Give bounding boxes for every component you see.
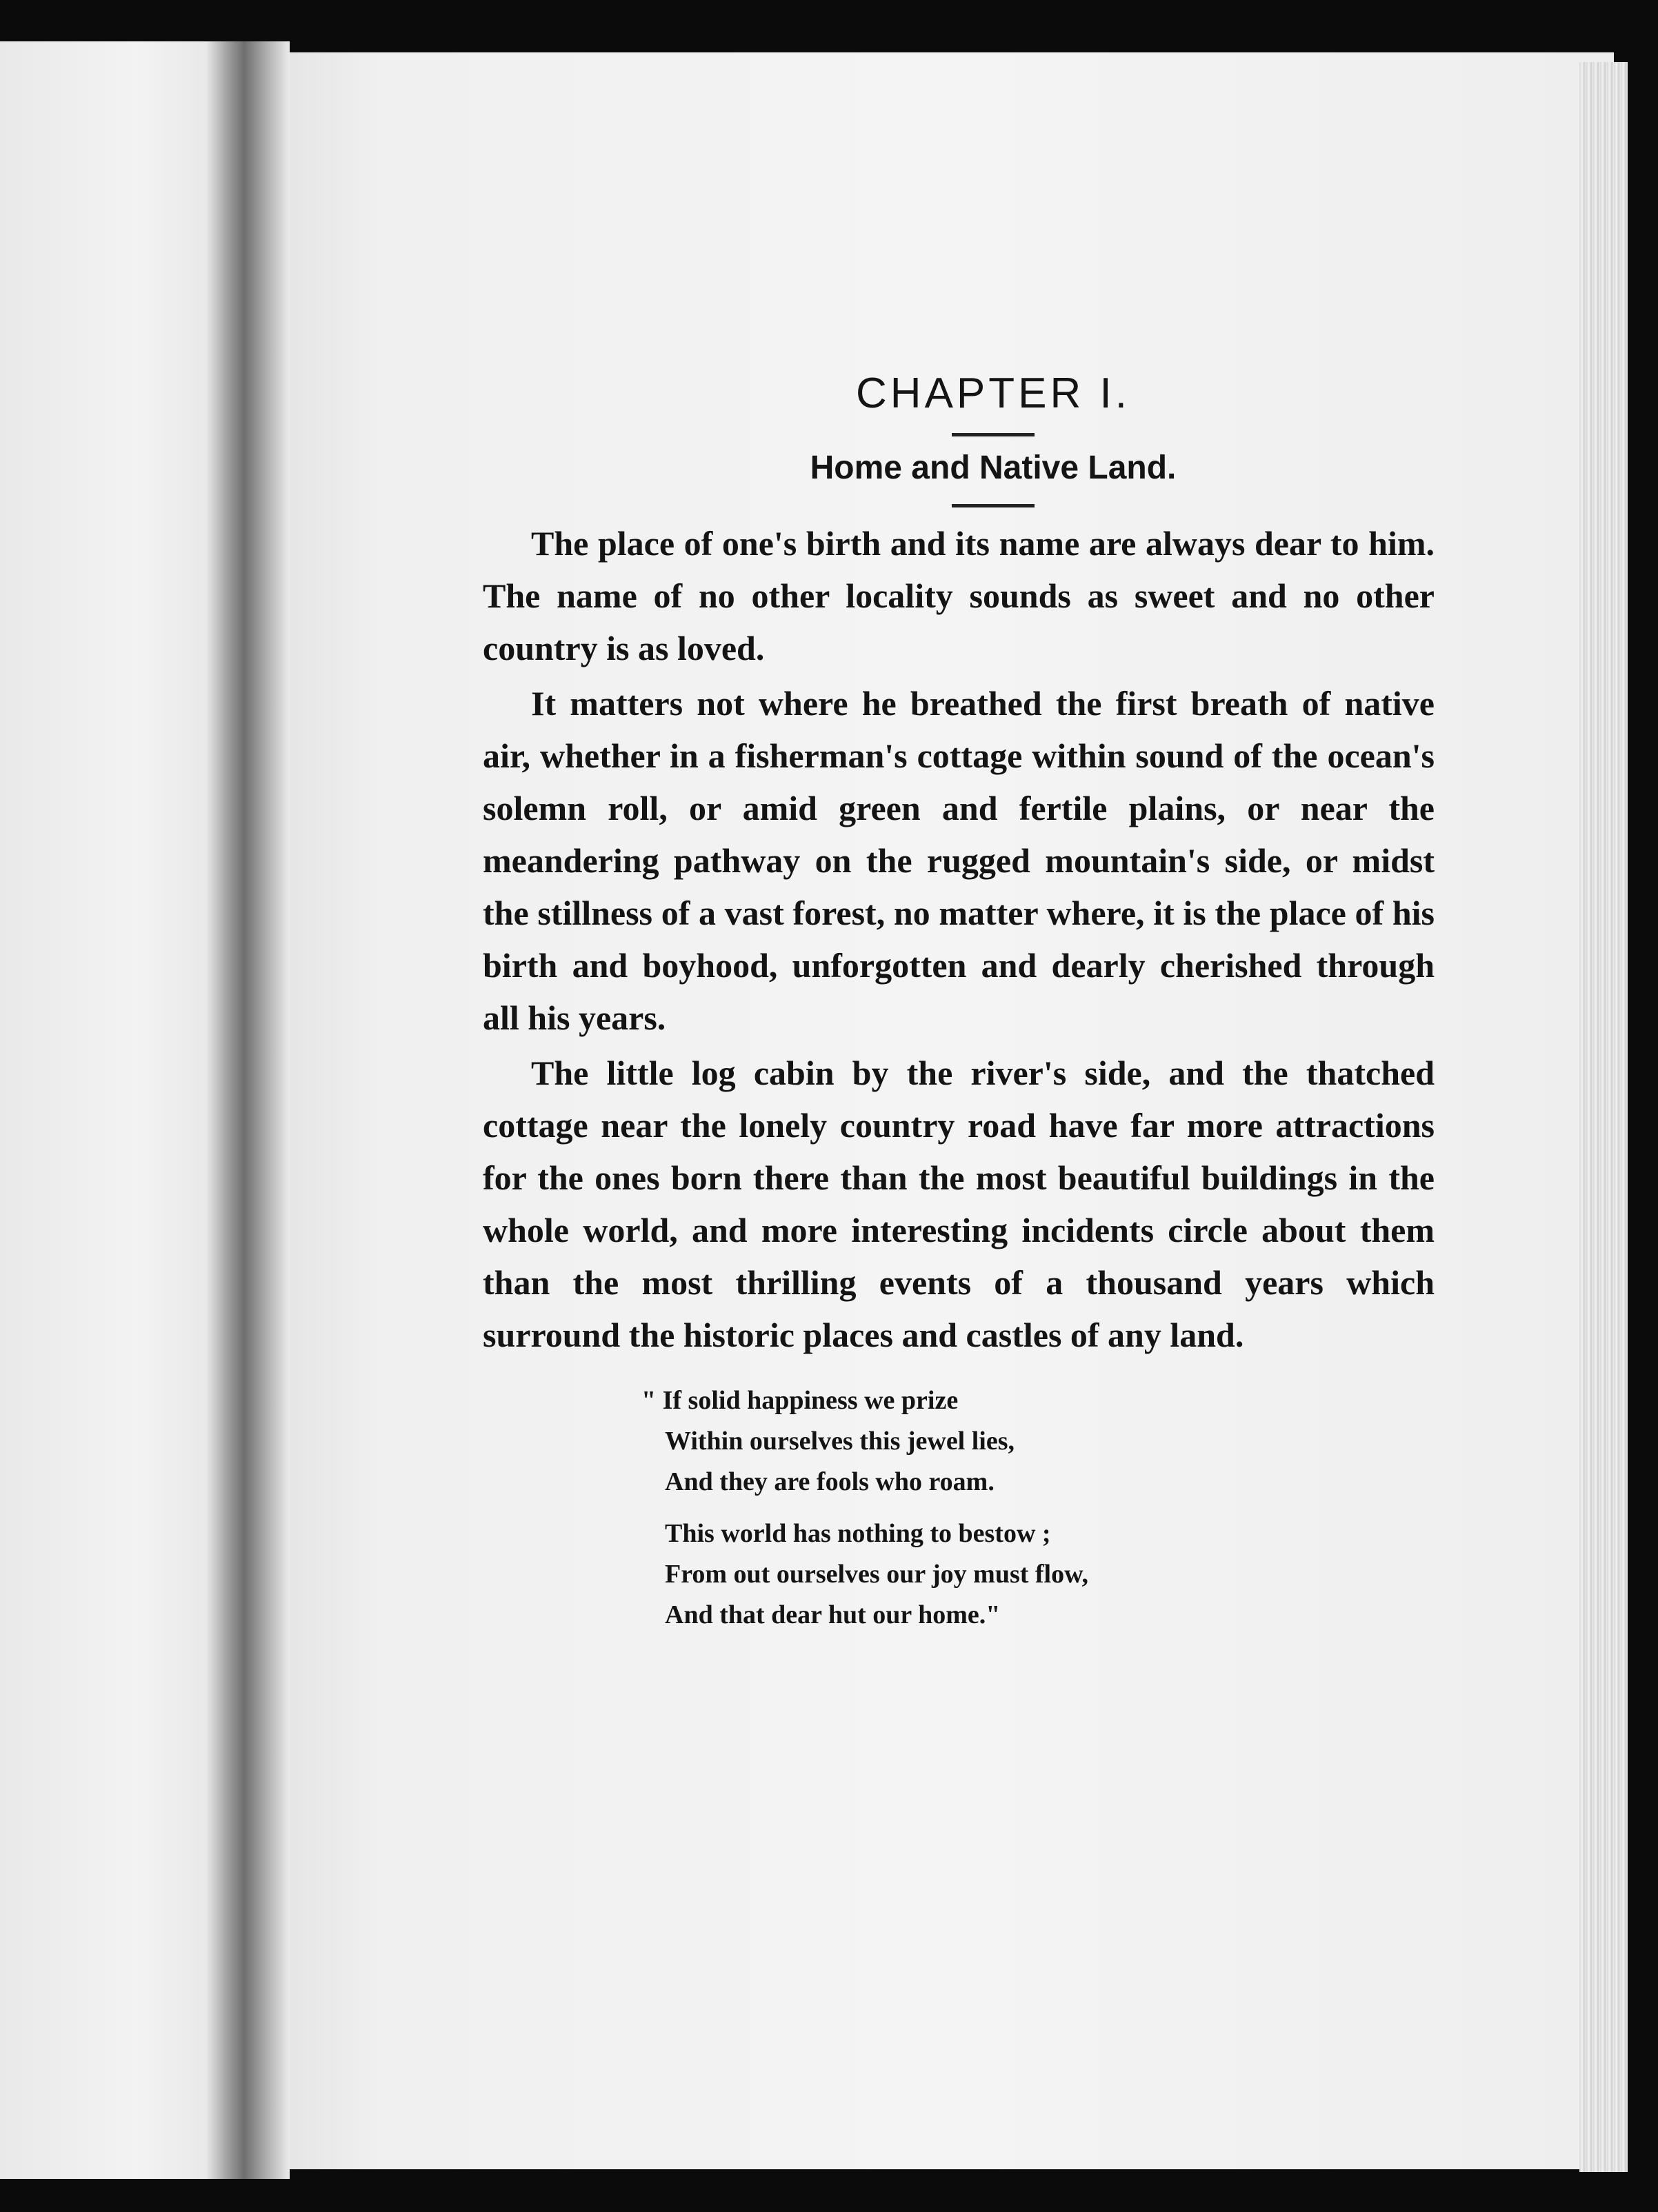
poem-quote [641, 1380, 1435, 1636]
title-rule [952, 433, 1035, 436]
paragraph: The place of one's birth and its name are always dear to him. The name of no other locality sounds as sweet and no other country is as loved. [483, 524, 1435, 667]
section-rule [952, 504, 1035, 507]
page-edges [1579, 62, 1628, 2172]
poem-line: And they are fools who roam. [665, 1467, 995, 1496]
binding-gutter [207, 41, 290, 2179]
paragraph: The little log cabin by the river's side, and the thatched cottage near the lonely country road have far more attractions for the ones born there than the most beautiful buildings in the whole world, and more interesting incidents circle about them than the most thrilling events of a thousand years which surround the historic places and castles of any land. [483, 1054, 1435, 1354]
section-title: Home and Native Land. [810, 450, 1177, 486]
chapter-title: CHAPTER I. [856, 370, 1130, 417]
paragraph: It matters not where he breathed the first breath of native air, whether in a fisherman's cottage within sound of the ocean's solemn roll, or amid green and fertile plains, or near the meandering pathway on the rugged mountain's side, or midst the stillness of a vast forest, no matter where, it is the place of his birth and boyhood, unforgotten and dearly cherished through all his years. [483, 684, 1435, 1037]
stanza-gap [641, 1502, 1435, 1514]
poem-line: " If solid happiness we prize [641, 1386, 959, 1415]
poem-line: From out ourselves our joy must flow, [665, 1560, 1088, 1589]
poem-line: This world has nothing to bestow ; [665, 1519, 1051, 1548]
page-content [483, 372, 1435, 1636]
left-blank-page [0, 41, 228, 2179]
poem-line: And that dear hut our home." [665, 1600, 1001, 1629]
scan-background-edge [1628, 0, 1658, 2212]
poem-line: Within ourselves this jewel lies, [665, 1427, 1015, 1456]
